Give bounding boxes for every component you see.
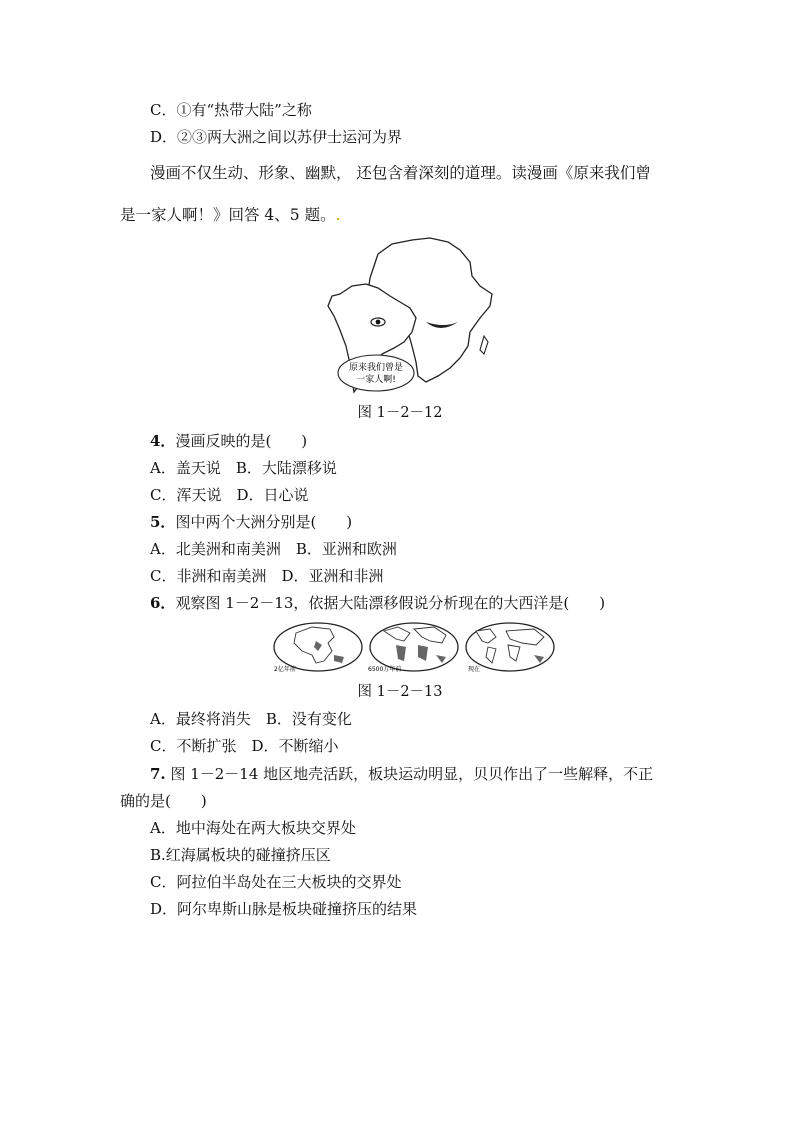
q7-stem-text: 图 1－2－14 地区地壳活跃，板块运动明显，贝贝作出了一些解释，不正 bbox=[170, 765, 654, 783]
q6-stem-text: 观察图 1－2－13，依据大陆漂移假说分析现在的大西洋是( ) bbox=[175, 594, 606, 612]
figure-13-caption: 图 1－2－13 bbox=[357, 684, 443, 700]
globe-200-million-years-ago bbox=[274, 623, 362, 671]
madagascar-outline bbox=[480, 336, 488, 354]
q4-option-ab: A．盖天说 B．大陆漂移说 bbox=[150, 459, 337, 477]
q4-number: 4． bbox=[150, 432, 176, 450]
q5-stem bbox=[150, 512, 352, 532]
speech-bubble-line-1: 原来我们曾是 bbox=[348, 363, 404, 373]
q5-option-cd: C．非洲和南美洲 D．亚洲和非洲 bbox=[150, 567, 384, 585]
speech-bubble bbox=[338, 355, 414, 391]
cartoon-continents-figure bbox=[320, 236, 500, 398]
q4-stem bbox=[150, 431, 307, 451]
q4-stem-text: 漫画反映的是( ) bbox=[175, 432, 308, 450]
q7-option-b: B.红海属板块的碰撞挤压区 bbox=[150, 846, 331, 864]
intro-line-2-text: 是一家人啊！》回答 4、5 题。 bbox=[120, 206, 336, 224]
q5-number: 5． bbox=[150, 513, 176, 531]
globe-label-2: 6500万年前 bbox=[368, 666, 402, 673]
q5-option-ab: A．北美洲和南美洲 B．亚洲和欧洲 bbox=[150, 540, 397, 558]
globe-label-1: 2亿年前 bbox=[274, 666, 296, 673]
q7-stem-line-1 bbox=[150, 764, 653, 784]
q7-number: 7. bbox=[150, 765, 166, 783]
q6-stem bbox=[150, 593, 605, 613]
q5-stem-text: 图中两个大洲分别是( ) bbox=[175, 513, 353, 531]
continental-drift-figure bbox=[272, 621, 556, 675]
q6-option-cd: C．不断扩张 D．不断缩小 bbox=[150, 737, 339, 755]
south-america-pupil bbox=[376, 320, 381, 325]
q4-option-cd: C．浑天说 D．日心说 bbox=[150, 486, 309, 504]
globe-65-million-years-ago bbox=[370, 623, 458, 671]
speech-bubble-line-2: 一家人啊! bbox=[356, 375, 396, 385]
intro-line-1: 漫画不仅生动、形象、幽默， 还包含着深刻的道理。读漫画《原来我们曾 bbox=[150, 164, 651, 182]
q6-option-ab: A．最终将消失 B．没有变化 bbox=[150, 710, 352, 728]
q7-option-c: C．阿拉伯半岛处在三大板块的交界处 bbox=[150, 873, 402, 891]
intro-dot: . bbox=[335, 206, 341, 224]
q7-option-d: D．阿尔卑斯山脉是板块碰撞挤压的结果 bbox=[150, 900, 418, 918]
globe-present-day bbox=[466, 623, 554, 671]
option-c-prev: C．①有“热带大陆”之称 bbox=[150, 101, 312, 119]
figure-12-caption: 图 1－2－12 bbox=[357, 405, 443, 421]
q7-stem-line-2: 确的是( ) bbox=[120, 792, 207, 810]
globe-label-3: 现在 bbox=[468, 666, 481, 673]
q7-option-a: A．地中海处在两大板块交界处 bbox=[150, 819, 356, 837]
q6-number: 6． bbox=[150, 594, 176, 612]
intro-line-2 bbox=[120, 204, 341, 226]
option-d-prev: D．②③两大洲之间以苏伊士运河为界 bbox=[150, 128, 403, 146]
